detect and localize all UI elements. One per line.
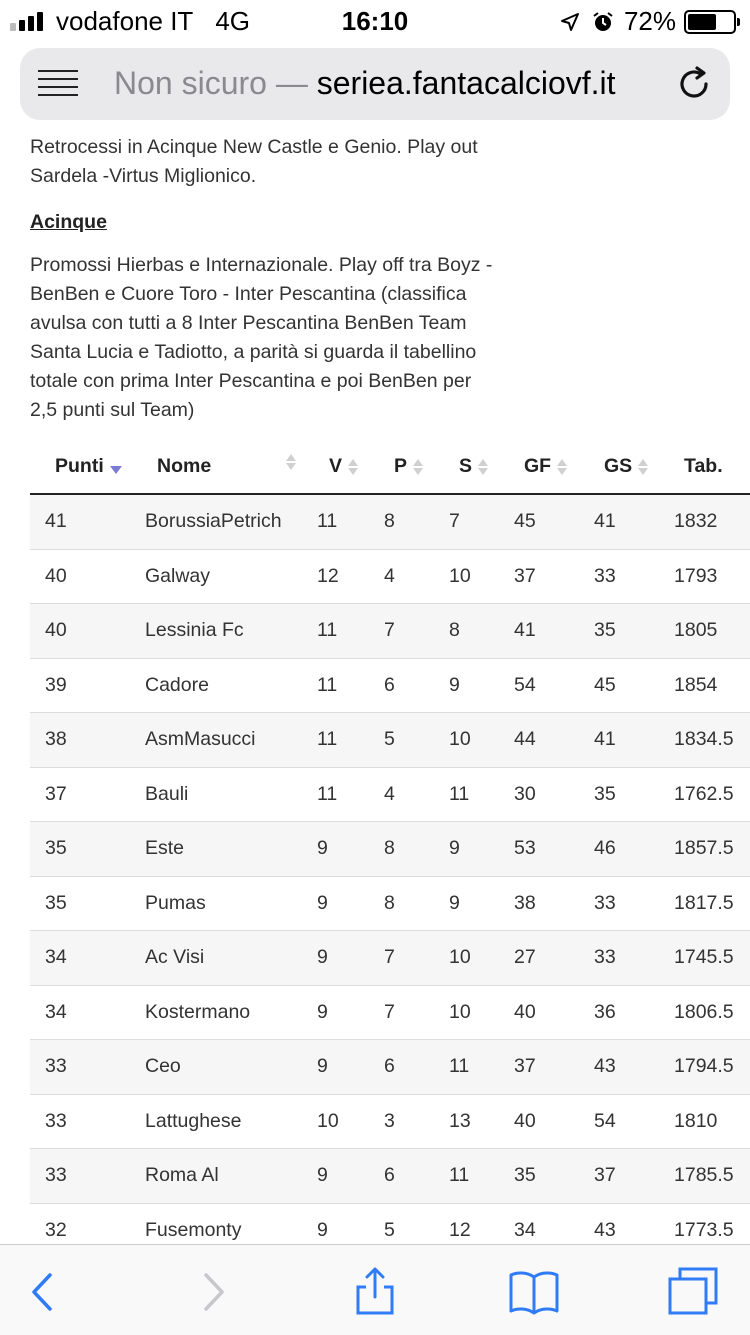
table-cell-gf: 53 [494, 822, 574, 877]
table-header-row [30, 440, 750, 494]
share-icon[interactable] [350, 1267, 400, 1317]
table-cell-gs: 37 [574, 1149, 654, 1204]
table-row [30, 494, 750, 549]
table-cell-gs: 45 [574, 658, 654, 713]
table-cell-gf: 54 [494, 658, 574, 713]
clock: 16:10 [341, 6, 409, 36]
table-cell-gs: 43 [574, 1203, 654, 1258]
column-header-gs[interactable] [574, 440, 654, 494]
table-cell-p: 6 [364, 1149, 429, 1204]
table-cell-s: 11 [429, 767, 494, 822]
column-header-nome[interactable] [132, 440, 302, 494]
sort-desc-icon [110, 466, 122, 474]
sort-icon [478, 459, 488, 475]
table-cell-p: 3 [364, 1094, 429, 1149]
table-row [30, 985, 750, 1040]
table-cell-v: 11 [302, 658, 364, 713]
table-row [30, 1040, 750, 1095]
column-header-label: GS [604, 455, 633, 477]
table-cell-p: 7 [364, 985, 429, 1040]
table-cell-tab: 1810 [654, 1094, 750, 1149]
table-cell-s: 10 [429, 985, 494, 1040]
table-cell-gs: 33 [574, 876, 654, 931]
table-cell-p: 5 [364, 713, 429, 768]
paragraph-line: BenBen e Cuore Toro - Inter Pescantina (classifica [30, 283, 467, 305]
table-cell-gf: 44 [494, 713, 574, 768]
table-cell-tab: 1832 [654, 494, 750, 549]
table-cell-tab: 1817.5 [654, 876, 750, 931]
table-cell-gs: 33 [574, 931, 654, 986]
table-cell-v: 12 [302, 549, 364, 604]
table-cell-punti: 32 [30, 1203, 132, 1258]
table-cell-nome: Bauli [132, 767, 302, 822]
table-cell-nome: Lessinia Fc [132, 604, 302, 659]
column-header-label: GF [524, 455, 552, 477]
section-paragraph [30, 251, 530, 425]
table-cell-gs: 43 [574, 1040, 654, 1095]
table-cell-punti: 38 [30, 713, 132, 768]
table-cell-gs: 33 [574, 549, 654, 604]
location-icon [560, 12, 580, 32]
sort-icon [638, 459, 648, 475]
table-cell-p: 4 [364, 549, 429, 604]
table-row [30, 767, 750, 822]
table-cell-punti: 33 [30, 1094, 132, 1149]
table-cell-v: 11 [302, 494, 364, 549]
table-cell-v: 9 [302, 985, 364, 1040]
table-cell-nome: Este [132, 822, 302, 877]
column-header-gf[interactable] [494, 440, 574, 494]
table-cell-tab: 1806.5 [654, 985, 750, 1040]
table-cell-gf: 27 [494, 931, 574, 986]
table-cell-gf: 37 [494, 549, 574, 604]
column-header-label: Tab. [684, 455, 723, 477]
paragraph-line: avulsa con tutti a 8 Inter Pescantina BenBen Team [30, 312, 467, 334]
table-cell-gf: 40 [494, 1094, 574, 1149]
table-cell-gs: 41 [574, 713, 654, 768]
table-cell-punti: 35 [30, 876, 132, 931]
browser-toolbar [0, 1244, 750, 1335]
table-cell-v: 9 [302, 1203, 364, 1258]
table-cell-v: 9 [302, 1040, 364, 1095]
table-cell-tab: 1745.5 [654, 931, 750, 986]
table-cell-s: 12 [429, 1203, 494, 1258]
status-bar [0, 0, 750, 40]
table-cell-punti: 40 [30, 604, 132, 659]
table-cell-p: 7 [364, 604, 429, 659]
intro-line: Sardela -Virtus Miglionico. [30, 165, 257, 187]
table-cell-v: 10 [302, 1094, 364, 1149]
table-cell-v: 9 [302, 1149, 364, 1204]
table-cell-tab: 1785.5 [654, 1149, 750, 1204]
section-heading: Acinque [30, 211, 107, 233]
table-cell-punti: 40 [30, 549, 132, 604]
table-cell-nome: Pumas [132, 876, 302, 931]
table-cell-nome: Roma Al [132, 1149, 302, 1204]
table-row [30, 1149, 750, 1204]
table-row [30, 549, 750, 604]
url-text[interactable] [114, 65, 616, 102]
column-header-s[interactable] [429, 440, 494, 494]
battery-icon [684, 10, 736, 34]
security-label: Non sicuro — [114, 65, 308, 101]
table-cell-p: 5 [364, 1203, 429, 1258]
table-row [30, 713, 750, 768]
standings-table [30, 440, 750, 1258]
table-cell-gf: 35 [494, 1149, 574, 1204]
table-cell-gs: 35 [574, 604, 654, 659]
table-cell-gf: 45 [494, 494, 574, 549]
table-cell-gf: 30 [494, 767, 574, 822]
table-cell-punti: 39 [30, 658, 132, 713]
table-cell-tab: 1794.5 [654, 1040, 750, 1095]
table-row [30, 931, 750, 986]
table-cell-tab: 1805 [654, 604, 750, 659]
column-header-punti[interactable] [30, 440, 132, 494]
status-right [560, 6, 736, 37]
reload-icon[interactable] [672, 62, 716, 106]
column-header-tab[interactable] [654, 440, 750, 494]
table-cell-p: 8 [364, 876, 429, 931]
table-cell-s: 13 [429, 1094, 494, 1149]
table-cell-nome: Kostermano [132, 985, 302, 1040]
column-header-label: Punti [55, 455, 104, 477]
table-cell-p: 8 [364, 822, 429, 877]
table-cell-nome: BorussiaPetrich [132, 494, 302, 549]
carrier-name: vodafone IT [56, 6, 194, 36]
alarm-icon [592, 11, 614, 33]
table-cell-nome: Lattughese [132, 1094, 302, 1149]
bookmarks-icon[interactable] [509, 1267, 559, 1317]
table-cell-v: 11 [302, 713, 364, 768]
table-cell-tab: 1762.5 [654, 767, 750, 822]
table-cell-gf: 41 [494, 604, 574, 659]
table-row [30, 604, 750, 659]
table-cell-p: 7 [364, 931, 429, 986]
column-header-p[interactable] [364, 440, 429, 494]
table-cell-s: 7 [429, 494, 494, 549]
table-cell-punti: 33 [30, 1149, 132, 1204]
table-cell-gs: 36 [574, 985, 654, 1040]
paragraph-line: 2,5 punti sul Team) [30, 399, 195, 421]
table-cell-s: 10 [429, 713, 494, 768]
table-cell-s: 9 [429, 876, 494, 931]
table-cell-nome: Cadore [132, 658, 302, 713]
paragraph-line: Promossi Hierbas e Internazionale. Play off tra Boyz - [30, 254, 493, 276]
table-cell-nome: Fusemonty [132, 1203, 302, 1258]
table-cell-gs: 41 [574, 494, 654, 549]
table-cell-punti: 35 [30, 822, 132, 877]
article-content [30, 133, 530, 425]
table-cell-s: 11 [429, 1149, 494, 1204]
table-cell-s: 10 [429, 549, 494, 604]
table-cell-v: 9 [302, 876, 364, 931]
table-cell-p: 8 [364, 494, 429, 549]
battery-percent: 72% [623, 6, 676, 36]
table-cell-p: 6 [364, 658, 429, 713]
table-cell-punti: 34 [30, 931, 132, 986]
paragraph-line: Santa Lucia e Tadiotto, a parità si guarda il tabellino [30, 341, 477, 363]
network-type: 4G [215, 6, 250, 36]
table-cell-s: 10 [429, 931, 494, 986]
sort-icon [557, 459, 567, 475]
table-row [30, 822, 750, 877]
table-row [30, 876, 750, 931]
table-cell-p: 4 [364, 767, 429, 822]
table-cell-gf: 38 [494, 876, 574, 931]
battery-fill [688, 14, 716, 30]
table-cell-punti: 34 [30, 985, 132, 1040]
table-cell-punti: 37 [30, 767, 132, 822]
column-header-v[interactable] [302, 440, 364, 494]
table-cell-tab: 1773.5 [654, 1203, 750, 1258]
sort-icon [286, 454, 296, 470]
table-cell-gs: 46 [574, 822, 654, 877]
table-row [30, 1094, 750, 1149]
table-cell-gf: 37 [494, 1040, 574, 1095]
reader-menu-icon[interactable] [38, 70, 78, 98]
table-cell-s: 9 [429, 822, 494, 877]
sort-icon [348, 459, 358, 475]
forward-icon [188, 1267, 238, 1317]
table-row [30, 658, 750, 713]
table-cell-nome: Ac Visi [132, 931, 302, 986]
table-cell-s: 11 [429, 1040, 494, 1095]
paragraph-line: totale con prima Inter Pescantina e poi BenBen per [30, 370, 472, 392]
table-cell-v: 11 [302, 767, 364, 822]
intro-line: Retrocessi in Acinque New Castle e Genio. Play out [30, 136, 478, 158]
column-header-label: Nome [157, 455, 212, 477]
table-cell-s: 8 [429, 604, 494, 659]
table-cell-p: 6 [364, 1040, 429, 1095]
table-cell-tab: 1834.5 [654, 713, 750, 768]
table-cell-v: 9 [302, 822, 364, 877]
table-cell-gf: 40 [494, 985, 574, 1040]
table-cell-nome: AsmMasucci [132, 713, 302, 768]
table-cell-gs: 54 [574, 1094, 654, 1149]
table-cell-v: 9 [302, 931, 364, 986]
table-cell-gf: 34 [494, 1203, 574, 1258]
table-cell-s: 9 [429, 658, 494, 713]
table-cell-v: 11 [302, 604, 364, 659]
table-cell-punti: 41 [30, 494, 132, 549]
back-icon[interactable] [20, 1267, 70, 1317]
table-cell-nome: Galway [132, 549, 302, 604]
table-cell-tab: 1857.5 [654, 822, 750, 877]
column-header-label: S [459, 455, 473, 477]
sort-icon [413, 459, 423, 475]
table-cell-gs: 35 [574, 767, 654, 822]
column-header-label: V [329, 455, 343, 477]
table-cell-nome: Ceo [132, 1040, 302, 1095]
table-body [30, 494, 750, 1258]
table-cell-tab: 1854 [654, 658, 750, 713]
url-host: seriea.fantacalciovf.it [316, 65, 616, 101]
column-header-label: P [394, 455, 408, 477]
standings-table-wrap [30, 440, 750, 1258]
table-cell-punti: 33 [30, 1040, 132, 1095]
address-bar[interactable] [20, 48, 730, 120]
table-cell-tab: 1793 [654, 549, 750, 604]
tabs-icon[interactable] [668, 1267, 718, 1317]
